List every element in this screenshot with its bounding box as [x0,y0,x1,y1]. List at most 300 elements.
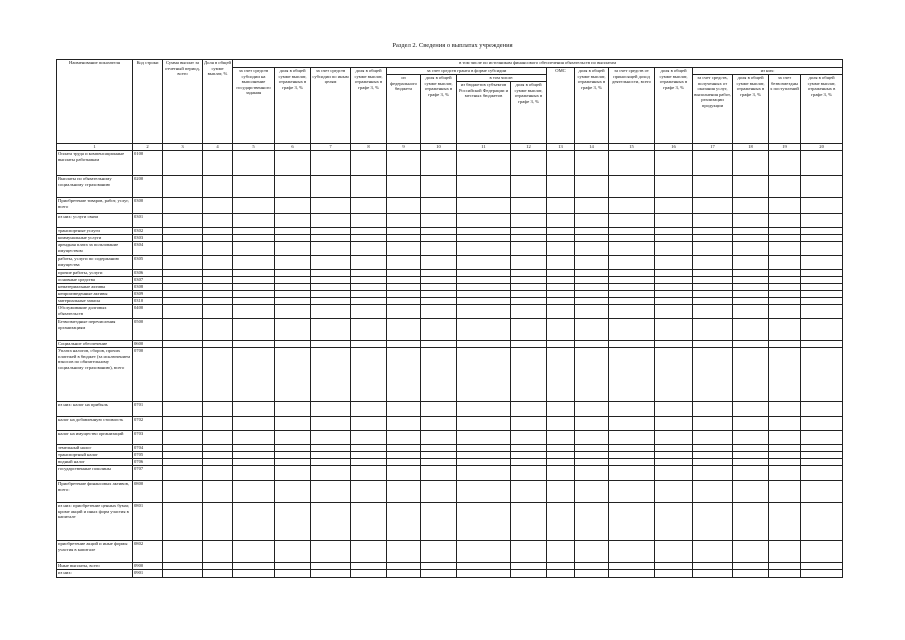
value-cell[interactable] [233,452,275,459]
value-cell[interactable] [163,503,203,541]
value-cell[interactable] [733,284,769,291]
value-cell[interactable] [609,242,655,256]
value-cell[interactable] [693,176,733,198]
value-cell[interactable] [421,298,457,305]
value-cell[interactable] [609,305,655,319]
value-cell[interactable] [547,445,575,452]
value-cell[interactable] [511,402,547,417]
value-cell[interactable] [387,431,421,445]
value-cell[interactable] [655,503,693,541]
value-cell[interactable] [163,270,203,277]
value-cell[interactable] [769,298,801,305]
value-cell[interactable] [163,466,203,481]
value-cell[interactable] [547,298,575,305]
value-cell[interactable] [421,214,457,228]
value-cell[interactable] [547,228,575,235]
value-cell[interactable] [575,563,609,570]
value-cell[interactable] [801,319,843,341]
value-cell[interactable] [275,298,311,305]
value-cell[interactable] [511,176,547,198]
value-cell[interactable] [511,291,547,298]
value-cell[interactable] [233,402,275,417]
value-cell[interactable] [457,402,511,417]
value-cell[interactable] [693,570,733,578]
value-cell[interactable] [575,228,609,235]
value-cell[interactable] [733,256,769,270]
value-cell[interactable] [203,305,233,319]
value-cell[interactable] [351,431,387,445]
value-cell[interactable] [351,270,387,277]
value-cell[interactable] [311,452,351,459]
value-cell[interactable] [203,459,233,466]
value-cell[interactable] [609,284,655,291]
value-cell[interactable] [693,563,733,570]
value-cell[interactable] [547,277,575,284]
value-cell[interactable] [655,402,693,417]
value-cell[interactable] [693,277,733,284]
value-cell[interactable] [351,466,387,481]
value-cell[interactable] [655,341,693,348]
value-cell[interactable] [693,270,733,277]
value-cell[interactable] [421,503,457,541]
value-cell[interactable] [575,570,609,578]
value-cell[interactable] [163,214,203,228]
value-cell[interactable] [233,459,275,466]
value-cell[interactable] [351,563,387,570]
value-cell[interactable] [351,481,387,503]
value-cell[interactable] [275,176,311,198]
value-cell[interactable] [769,417,801,431]
value-cell[interactable] [457,341,511,348]
value-cell[interactable] [511,481,547,503]
value-cell[interactable] [693,348,733,402]
value-cell[interactable] [163,291,203,298]
value-cell[interactable] [801,235,843,242]
value-cell[interactable] [609,319,655,341]
value-cell[interactable] [547,481,575,503]
value-cell[interactable] [163,284,203,291]
value-cell[interactable] [801,563,843,570]
value-cell[interactable] [769,291,801,298]
value-cell[interactable] [387,228,421,235]
value-cell[interactable] [275,214,311,228]
value-cell[interactable] [801,284,843,291]
value-cell[interactable] [203,235,233,242]
value-cell[interactable] [609,341,655,348]
value-cell[interactable] [387,176,421,198]
value-cell[interactable] [511,256,547,270]
value-cell[interactable] [609,270,655,277]
value-cell[interactable] [733,270,769,277]
value-cell[interactable] [421,541,457,563]
value-cell[interactable] [351,417,387,431]
value-cell[interactable] [351,402,387,417]
value-cell[interactable] [609,570,655,578]
value-cell[interactable] [769,228,801,235]
value-cell[interactable] [575,284,609,291]
value-cell[interactable] [421,459,457,466]
value-cell[interactable] [575,466,609,481]
value-cell[interactable] [609,214,655,228]
value-cell[interactable] [203,298,233,305]
value-cell[interactable] [457,176,511,198]
value-cell[interactable] [801,459,843,466]
value-cell[interactable] [547,452,575,459]
value-cell[interactable] [275,466,311,481]
value-cell[interactable] [311,481,351,503]
value-cell[interactable] [575,214,609,228]
value-cell[interactable] [163,459,203,466]
value-cell[interactable] [609,235,655,242]
value-cell[interactable] [457,417,511,431]
value-cell[interactable] [203,291,233,298]
value-cell[interactable] [233,305,275,319]
value-cell[interactable] [351,298,387,305]
value-cell[interactable] [203,319,233,341]
value-cell[interactable] [769,452,801,459]
value-cell[interactable] [547,270,575,277]
value-cell[interactable] [351,242,387,256]
value-cell[interactable] [733,503,769,541]
value-cell[interactable] [351,570,387,578]
value-cell[interactable] [311,445,351,452]
value-cell[interactable] [163,198,203,214]
value-cell[interactable] [511,214,547,228]
value-cell[interactable] [387,563,421,570]
value-cell[interactable] [609,348,655,402]
value-cell[interactable] [351,348,387,402]
value-cell[interactable] [547,341,575,348]
value-cell[interactable] [457,348,511,402]
value-cell[interactable] [311,214,351,228]
value-cell[interactable] [693,466,733,481]
value-cell[interactable] [575,305,609,319]
value-cell[interactable] [511,348,547,402]
value-cell[interactable] [233,348,275,402]
value-cell[interactable] [609,481,655,503]
value-cell[interactable] [769,481,801,503]
value-cell[interactable] [233,270,275,277]
value-cell[interactable] [801,341,843,348]
value-cell[interactable] [575,348,609,402]
value-cell[interactable] [801,198,843,214]
value-cell[interactable] [163,402,203,417]
value-cell[interactable] [733,319,769,341]
value-cell[interactable] [511,466,547,481]
value-cell[interactable] [421,291,457,298]
value-cell[interactable] [801,431,843,445]
value-cell[interactable] [387,445,421,452]
value-cell[interactable] [311,459,351,466]
value-cell[interactable] [351,459,387,466]
value-cell[interactable] [769,214,801,228]
value-cell[interactable] [233,235,275,242]
value-cell[interactable] [733,176,769,198]
value-cell[interactable] [693,284,733,291]
value-cell[interactable] [421,431,457,445]
value-cell[interactable] [311,277,351,284]
value-cell[interactable] [769,570,801,578]
value-cell[interactable] [655,151,693,176]
value-cell[interactable] [421,452,457,459]
value-cell[interactable] [163,228,203,235]
value-cell[interactable] [421,445,457,452]
value-cell[interactable] [547,235,575,242]
value-cell[interactable] [511,228,547,235]
value-cell[interactable] [457,319,511,341]
value-cell[interactable] [457,305,511,319]
value-cell[interactable] [233,503,275,541]
value-cell[interactable] [311,341,351,348]
value-cell[interactable] [801,270,843,277]
value-cell[interactable] [351,198,387,214]
value-cell[interactable] [275,503,311,541]
value-cell[interactable] [457,291,511,298]
value-cell[interactable] [609,466,655,481]
value-cell[interactable] [275,291,311,298]
value-cell[interactable] [233,291,275,298]
value-cell[interactable] [387,402,421,417]
value-cell[interactable] [575,452,609,459]
value-cell[interactable] [769,284,801,291]
value-cell[interactable] [421,305,457,319]
value-cell[interactable] [655,459,693,466]
value-cell[interactable] [275,563,311,570]
value-cell[interactable] [275,151,311,176]
value-cell[interactable] [233,298,275,305]
value-cell[interactable] [163,151,203,176]
value-cell[interactable] [351,151,387,176]
value-cell[interactable] [163,570,203,578]
value-cell[interactable] [351,291,387,298]
value-cell[interactable] [511,242,547,256]
value-cell[interactable] [311,541,351,563]
value-cell[interactable] [511,541,547,563]
value-cell[interactable] [233,256,275,270]
value-cell[interactable] [351,176,387,198]
value-cell[interactable] [203,228,233,235]
value-cell[interactable] [351,341,387,348]
value-cell[interactable] [575,402,609,417]
value-cell[interactable] [769,319,801,341]
value-cell[interactable] [311,284,351,291]
value-cell[interactable] [387,319,421,341]
value-cell[interactable] [801,256,843,270]
value-cell[interactable] [275,459,311,466]
value-cell[interactable] [387,341,421,348]
value-cell[interactable] [609,151,655,176]
value-cell[interactable] [511,270,547,277]
value-cell[interactable] [311,348,351,402]
value-cell[interactable] [801,242,843,256]
value-cell[interactable] [511,341,547,348]
value-cell[interactable] [801,452,843,459]
value-cell[interactable] [233,319,275,341]
value-cell[interactable] [457,459,511,466]
value-cell[interactable] [457,284,511,291]
value-cell[interactable] [351,277,387,284]
value-cell[interactable] [275,228,311,235]
value-cell[interactable] [693,151,733,176]
value-cell[interactable] [575,541,609,563]
value-cell[interactable] [275,541,311,563]
value-cell[interactable] [233,198,275,214]
value-cell[interactable] [801,214,843,228]
value-cell[interactable] [511,563,547,570]
value-cell[interactable] [457,466,511,481]
value-cell[interactable] [769,277,801,284]
value-cell[interactable] [655,431,693,445]
value-cell[interactable] [693,417,733,431]
value-cell[interactable] [311,563,351,570]
value-cell[interactable] [575,198,609,214]
value-cell[interactable] [275,235,311,242]
value-cell[interactable] [457,563,511,570]
value-cell[interactable] [511,570,547,578]
value-cell[interactable] [655,298,693,305]
value-cell[interactable] [311,291,351,298]
value-cell[interactable] [275,198,311,214]
value-cell[interactable] [387,198,421,214]
value-cell[interactable] [163,242,203,256]
value-cell[interactable] [609,417,655,431]
value-cell[interactable] [693,459,733,466]
value-cell[interactable] [311,402,351,417]
value-cell[interactable] [233,277,275,284]
value-cell[interactable] [351,256,387,270]
value-cell[interactable] [655,417,693,431]
value-cell[interactable] [655,570,693,578]
value-cell[interactable] [733,214,769,228]
value-cell[interactable] [733,305,769,319]
value-cell[interactable] [609,176,655,198]
value-cell[interactable] [457,541,511,563]
value-cell[interactable] [233,151,275,176]
value-cell[interactable] [351,541,387,563]
value-cell[interactable] [421,319,457,341]
value-cell[interactable] [733,298,769,305]
value-cell[interactable] [457,503,511,541]
value-cell[interactable] [769,431,801,445]
value-cell[interactable] [733,431,769,445]
value-cell[interactable] [275,431,311,445]
value-cell[interactable] [733,341,769,348]
value-cell[interactable] [693,228,733,235]
value-cell[interactable] [547,348,575,402]
value-cell[interactable] [163,481,203,503]
value-cell[interactable] [733,481,769,503]
value-cell[interactable] [457,431,511,445]
value-cell[interactable] [733,417,769,431]
value-cell[interactable] [693,319,733,341]
value-cell[interactable] [769,270,801,277]
value-cell[interactable] [769,305,801,319]
value-cell[interactable] [693,541,733,563]
value-cell[interactable] [351,228,387,235]
value-cell[interactable] [655,452,693,459]
value-cell[interactable] [733,277,769,284]
value-cell[interactable] [575,277,609,284]
value-cell[interactable] [351,503,387,541]
value-cell[interactable] [275,452,311,459]
value-cell[interactable] [655,198,693,214]
value-cell[interactable] [421,151,457,176]
value-cell[interactable] [547,284,575,291]
value-cell[interactable] [163,235,203,242]
value-cell[interactable] [387,291,421,298]
value-cell[interactable] [733,235,769,242]
value-cell[interactable] [547,466,575,481]
value-cell[interactable] [275,417,311,431]
value-cell[interactable] [575,256,609,270]
value-cell[interactable] [233,214,275,228]
value-cell[interactable] [275,256,311,270]
value-cell[interactable] [575,291,609,298]
value-cell[interactable] [547,151,575,176]
value-cell[interactable] [233,341,275,348]
value-cell[interactable] [233,228,275,235]
value-cell[interactable] [311,256,351,270]
value-cell[interactable] [609,503,655,541]
value-cell[interactable] [733,541,769,563]
value-cell[interactable] [163,445,203,452]
value-cell[interactable] [547,563,575,570]
value-cell[interactable] [511,235,547,242]
value-cell[interactable] [693,214,733,228]
value-cell[interactable] [421,270,457,277]
value-cell[interactable] [203,198,233,214]
value-cell[interactable] [203,151,233,176]
value-cell[interactable] [693,481,733,503]
value-cell[interactable] [511,417,547,431]
value-cell[interactable] [769,256,801,270]
value-cell[interactable] [733,242,769,256]
value-cell[interactable] [457,214,511,228]
value-cell[interactable] [609,431,655,445]
value-cell[interactable] [163,319,203,341]
value-cell[interactable] [769,445,801,452]
value-cell[interactable] [203,284,233,291]
value-cell[interactable] [421,466,457,481]
value-cell[interactable] [457,298,511,305]
value-cell[interactable] [609,563,655,570]
value-cell[interactable] [547,402,575,417]
value-cell[interactable] [275,481,311,503]
value-cell[interactable] [311,198,351,214]
value-cell[interactable] [421,235,457,242]
value-cell[interactable] [693,198,733,214]
value-cell[interactable] [203,481,233,503]
value-cell[interactable] [733,570,769,578]
value-cell[interactable] [421,417,457,431]
value-cell[interactable] [387,348,421,402]
value-cell[interactable] [203,256,233,270]
value-cell[interactable] [203,503,233,541]
value-cell[interactable] [203,341,233,348]
value-cell[interactable] [233,481,275,503]
value-cell[interactable] [575,242,609,256]
value-cell[interactable] [801,305,843,319]
value-cell[interactable] [387,235,421,242]
value-cell[interactable] [387,541,421,563]
value-cell[interactable] [609,459,655,466]
value-cell[interactable] [387,466,421,481]
value-cell[interactable] [801,481,843,503]
value-cell[interactable] [693,305,733,319]
value-cell[interactable] [609,445,655,452]
value-cell[interactable] [547,214,575,228]
value-cell[interactable] [609,541,655,563]
